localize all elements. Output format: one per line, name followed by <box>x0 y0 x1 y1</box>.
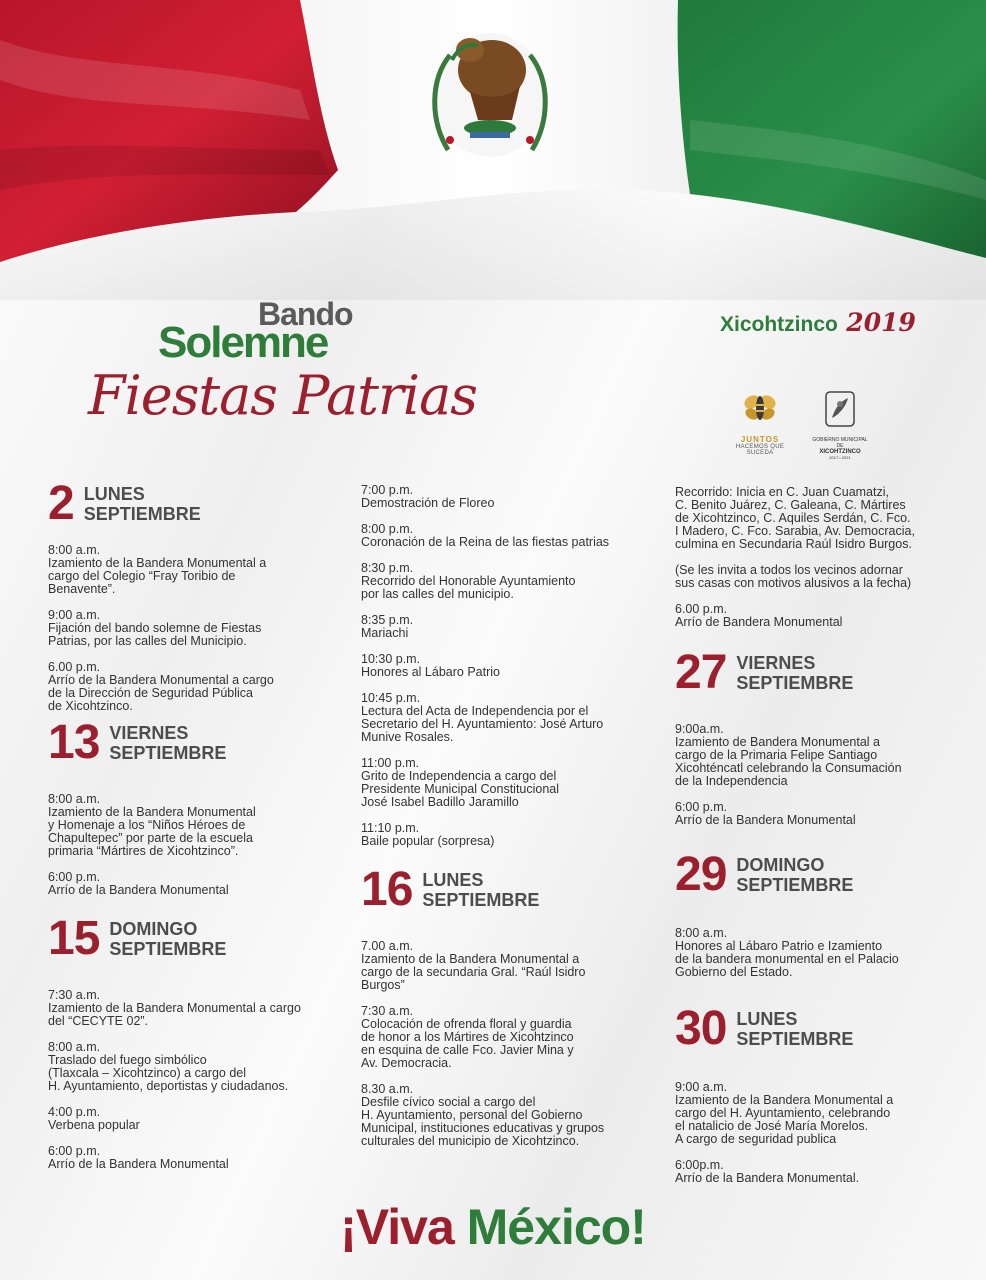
day-weekday: LUNES <box>422 870 484 890</box>
municipal-shield-icon <box>822 390 858 430</box>
viva-mexico-slogan <box>0 1198 986 1256</box>
day-month: SEPTIEMBRE <box>736 1029 854 1049</box>
title-fiestas-patrias: Fiestas Patrias <box>88 364 477 427</box>
event-item: 8:35 p.m. Mariachi <box>361 613 414 640</box>
day-weekday: DOMINGO <box>109 919 198 939</box>
title-block <box>88 296 477 446</box>
day-number: 29 <box>675 848 727 901</box>
bee-icon <box>740 388 780 428</box>
event-item: 8:00 p.m. Coronación de la Reina de las fiestas patrias <box>361 522 610 549</box>
day-heading-16 <box>361 863 651 916</box>
title-solemne: Solemne <box>158 318 328 367</box>
municipal-logo-sub: GOBIERNO MUNICIPAL DE <box>812 437 868 449</box>
event-item: 10:45 p.m. Lectura del Acta de Independencia por el Secretario del H. Ayuntamiento: José Arturo Munive Rosales. <box>361 691 604 744</box>
event-item: 7:30 a.m. Colocación de ofrenda floral y guardia de honor a los Mártires de Xicohtzinco en esquina de calle Fco. Javier Mina y Av. Democracia. <box>361 1004 574 1070</box>
event-item: 8:00 a.m. Izamiento de la Bandera Monumental y Homenaje a los “Niños Héroes de Chapultepec” por parte de la escuela primaria “Mártires de Xicohtzinco”. <box>48 792 256 858</box>
day-number: 2 <box>48 477 74 530</box>
schedule-column-2 <box>361 484 651 1161</box>
day-heading-13 <box>48 716 338 769</box>
event-item: 6:00 p.m. Arrío de la Bandera Monumental <box>675 800 856 827</box>
day-number: 30 <box>675 1002 727 1055</box>
day-month: SEPTIEMBRE <box>83 504 201 524</box>
day-weekday: DOMINGO <box>736 855 825 875</box>
day-heading-2 <box>48 477 338 530</box>
municipal-logo <box>810 390 870 460</box>
day-weekday: VIERNES <box>736 653 816 673</box>
day-month: SEPTIEMBRE <box>736 673 854 693</box>
town-heading <box>720 308 916 337</box>
event-item: 4:00 p.m. Verbena popular <box>48 1105 140 1132</box>
event-item: 6:00 p.m. Arrío de la Bandera Monumental <box>48 1144 229 1171</box>
town-year: 2019 <box>846 308 916 337</box>
day-month: SEPTIEMBRE <box>422 890 540 910</box>
day-month: SEPTIEMBRE <box>736 875 854 895</box>
event-item: 9:00 a.m. Fijación del bando solemne de Fiestas Patrias, por las calles del Municipio. <box>48 608 262 648</box>
day-heading-30 <box>675 1002 965 1055</box>
event-item: 7:00 p.m. Demostración de Floreo <box>361 483 495 510</box>
slogan-part-2: México! <box>466 1199 646 1255</box>
day-month: SEPTIEMBRE <box>109 939 227 959</box>
municipal-logo-years: 2017 • 2021 <box>829 455 851 460</box>
juntos-logo <box>722 388 798 458</box>
juntos-logo-label: JUNTOS <box>740 435 780 444</box>
title-bando: Bando <box>258 296 353 332</box>
event-item: 9:00a.m. Izamiento de Bandera Monumental a cargo de la Primaria Felipe Santiago Xicohténcatl celebrando la Consumación de la Independencia <box>675 722 902 788</box>
event-item: (Se les invita a todos los vecinos adornar sus casas con motivos alusivos a la fecha) <box>675 563 912 590</box>
day-heading-15 <box>48 912 338 965</box>
day-heading-29 <box>675 848 965 901</box>
schedule-column-1 <box>48 477 338 1184</box>
day-weekday: VIERNES <box>109 723 189 743</box>
day-weekday: LUNES <box>736 1009 798 1029</box>
day-number: 27 <box>675 646 727 699</box>
event-item: 8.30 a.m. Desfile cívico social a cargo del H. Ayuntamiento, personal del Gobierno Municipal, instituciones educativas y grupos culturales del municipio de Xicohtzinco. <box>361 1082 605 1148</box>
event-item: 11:00 p.m. Grito de Independencia a cargo del Presidente Municipal Constitucional José Isabel Badillo Jaramillo <box>361 756 560 809</box>
day-number: 13 <box>48 716 100 769</box>
event-item: 7.00 a.m. Izamiento de la Bandera Monumental a cargo de la secundaria Gral. “Raúl Isidro Burgos” <box>361 939 586 992</box>
schedule-column-3 <box>675 486 965 1198</box>
event-item: 7:30 a.m. Izamiento de la Bandera Monumental a cargo del “CECYTE 02”. <box>48 988 301 1028</box>
event-item: 10:30 p.m. Honores al Lábaro Patrio <box>361 652 500 679</box>
event-item: 8:00 a.m. Izamiento de la Bandera Monumental a cargo del Colegio “Fray Toribio de Benavente”. <box>48 543 267 596</box>
day-number: 16 <box>361 863 413 916</box>
juntos-logo-sub: HACEMOS QUE SUCEDA <box>735 444 785 456</box>
event-item: 9:00 a.m. Izamiento de la Bandera Monumental a cargo del H. Ayuntamiento, celebrando el natalicio de José María Morelos. A cargo de seguridad publica <box>675 1080 894 1146</box>
slogan-part-1: ¡Viva <box>340 1199 467 1255</box>
day-weekday: LUNES <box>83 484 145 504</box>
town-name: Xicohtzinco <box>720 313 838 336</box>
event-item: 8:00 a.m. Honores al Lábaro Patrio e Izamiento de la bandera monumental en el Palacio Gobierno del Estado. <box>675 926 899 979</box>
event-item: 6.00 p.m. Arrío de Bandera Monumental <box>675 602 843 629</box>
event-item: 11:10 p.m. Baile popular (sorpresa) <box>361 821 495 848</box>
mexican-flag-banner <box>0 0 986 300</box>
day-heading-27 <box>675 646 965 699</box>
event-item: 8:30 p.m. Recorrido del Honorable Ayuntamiento por las calles del municipio. <box>361 561 576 601</box>
municipal-logo-name: XICOHTZINCO <box>819 449 861 455</box>
day-number: 15 <box>48 912 100 965</box>
event-item: Recorrido: Inicia en C. Juan Cuamatzi, C. Benito Juárez, C. Galeana, C. Mártires de Xicohtzinco, C. Aquiles Serdán, C. Fco. I Madero, C. Fco. Sarabia, Av. Democracia, culmina en Secundaria Raúl Isidro Burgos. <box>675 485 915 551</box>
eagle-emblem-icon <box>434 33 546 157</box>
event-item: 8:00 a.m. Traslado del fuego simbólico (Tlaxcala – Xicohtzinco) a cargo del H. Ayuntamiento, deportistas y ciudadanos. <box>48 1040 289 1093</box>
day-month: SEPTIEMBRE <box>109 743 227 763</box>
event-item: 6:00 p.m. Arrío de la Bandera Monumental <box>48 870 229 897</box>
event-item: 6:00p.m. Arrío de la Bandera Monumental. <box>675 1158 860 1185</box>
event-item: 6.00 p.m. Arrío de la Bandera Monumental a cargo de la Dirección de Seguridad Pública de Xicohtzinco. <box>48 660 274 713</box>
